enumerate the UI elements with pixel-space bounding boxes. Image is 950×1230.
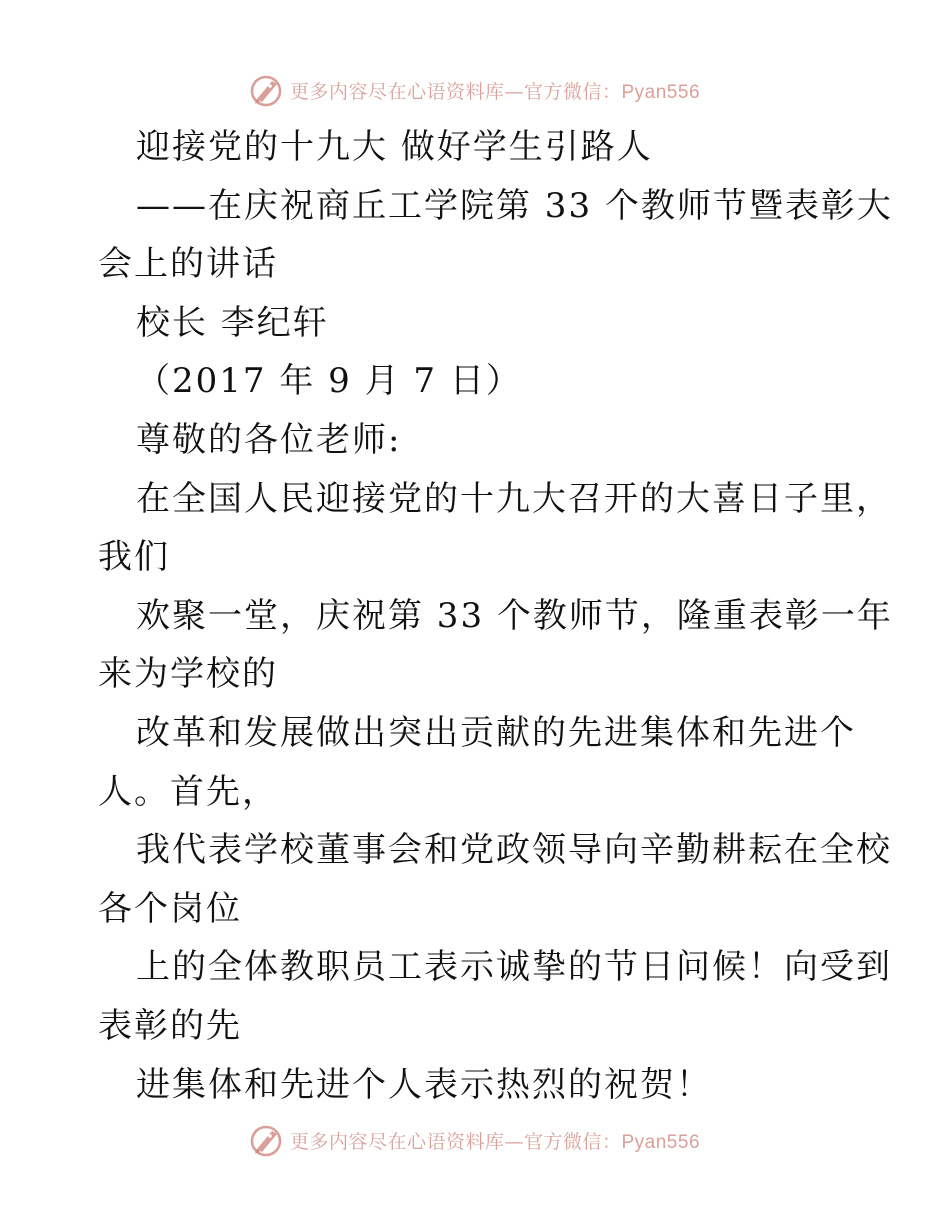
text-line: 表彰的先 xyxy=(98,1005,242,1046)
text-line: 我代表学校董事会和党政领导向辛勤耕耘在全校 xyxy=(136,830,892,871)
text-line: 各个岗位 xyxy=(98,888,242,929)
pen-nib-logo-icon xyxy=(248,1122,284,1158)
header-watermark xyxy=(0,70,950,110)
pen-nib-logo-icon xyxy=(248,72,284,108)
text-line: 欢聚一堂，庆祝第 33 个教师节，隆重表彰一年 xyxy=(136,595,893,636)
text-line: 改革和发展做出突出贡献的先进集体和先进个 xyxy=(136,712,856,753)
text-line: （2017 年 9 月 7 日） xyxy=(136,361,522,402)
text-line: 上的全体教职员工表示诚挚的节日问候！向受到 xyxy=(136,947,892,988)
watermark-text: 更多内容尽在心语资料库—官方微信：Pyan556 xyxy=(289,80,701,103)
watermark-wechat-id: Pyan556 xyxy=(621,81,701,103)
watermark-text: 更多内容尽在心语资料库—官方微信：Pyan556 xyxy=(289,1130,701,1153)
text-line: 尊敬的各位老师: xyxy=(136,419,402,460)
text-line: 进集体和先进个人表示热烈的祝贺！ xyxy=(136,1064,712,1105)
text-line: 在全国人民迎接党的十九大召开的大喜日子里， xyxy=(136,478,892,519)
text-line: 来为学校的 xyxy=(98,654,278,695)
text-line: 校长 李纪轩 xyxy=(136,302,329,343)
text-line: 我们 xyxy=(98,537,170,578)
text-line: 人。首先， xyxy=(98,771,278,812)
text-line: ——在庆祝商丘工学院第 33 个教师节暨表彰大 xyxy=(136,185,893,226)
text-line: 迎接党的十九大 做好学生引路人 xyxy=(136,127,653,167)
footer-watermark xyxy=(0,1120,950,1160)
text-line: 会上的讲话 xyxy=(98,244,278,285)
document-body xyxy=(98,118,893,1114)
watermark-wechat-id: Pyan556 xyxy=(621,1131,701,1153)
